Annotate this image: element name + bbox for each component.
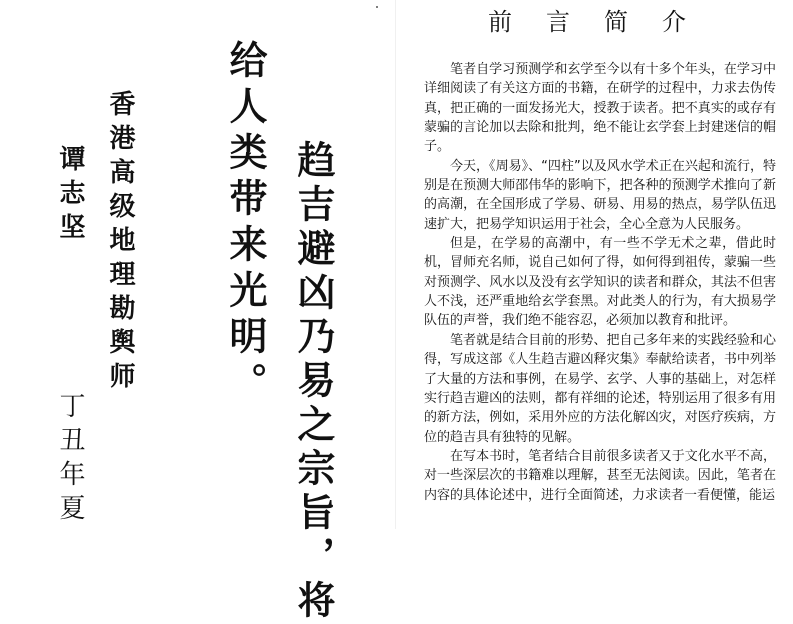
signature-name: 谭志坚 [55, 145, 85, 247]
preface-paragraph-2: 今天，《周易》、“四柱”以及风水学术正在兴起和流行，特别是在预测大师邵伟华的影响下，把各种的预测学术推向了新的高潮，在全国形成了学易、研易、用易的热点，易学队伍迅速扩大，把易学知识运用于社会，全心全意为人民服务。 [424, 158, 776, 232]
preface-title: 前言简介 [488, 8, 720, 36]
calligraphy-column-2: 趋吉避凶乃易之宗旨，将 [291, 140, 336, 624]
preface-paragraph-3: 但是，在学易的高潮中，有一些不学无术之辈，借此时机，冒师充名师，说自己如何了得，如何得到祖传，蒙骗一些对预测学、风水以及没有玄学知识的读者和群众，其法不但害人不浅，还严重地给玄学套黑。对此类人的行为，有大损易学队伍的声誉，我们绝不能容忍，必须加以教育和批评。 [424, 236, 776, 329]
calligraphy-column-1: 给人类带来光明。 [223, 40, 268, 408]
preface-page [424, 0, 780, 529]
scan-speck [376, 6, 378, 8]
page-divider [395, 0, 396, 529]
preface-paragraph-1: 笔者自学习预测学和玄学至今以有十多个年头，在学习中详细阅读了有关这方面的书籍，在研学的过程中，力求去伪传真，把正确的一面发扬光大，授教于读者。把不真实的或存有蒙骗的言论加以去除和批判，绝不能让玄学套上封建迷信的帽子。 [424, 62, 776, 155]
preface-body [424, 60, 776, 505]
signature-date: 丁丑年夏 [55, 392, 85, 528]
signature-organization: 香港高级地理勘舆师 [105, 90, 135, 396]
preface-paragraph-5: 在写本书时，笔者结合目前很多读者又于文化水平不高，对一些深层次的书籍难以理解，甚至无法阅读。因此，笔者在内容的具体论述中，进行全面简述，力求读者一看便懂，能运 [424, 448, 776, 503]
preface-paragraph-4: 笔者就是结合目前的形势、把自己多年来的实践经验和心得，写成这部《人生趋吉避凶释灾集》奉献给读者，书中列举了大量的方法和事例，在易学、玄学、人事的基础上，对怎样实行趋吉避凶的法则，都有祥细的论述，特别运用了很多有用的新方法，例如，采用外应的方法化解凶灾，对医疗疾病，方位的趋吉具有独特的见解。 [424, 332, 776, 445]
